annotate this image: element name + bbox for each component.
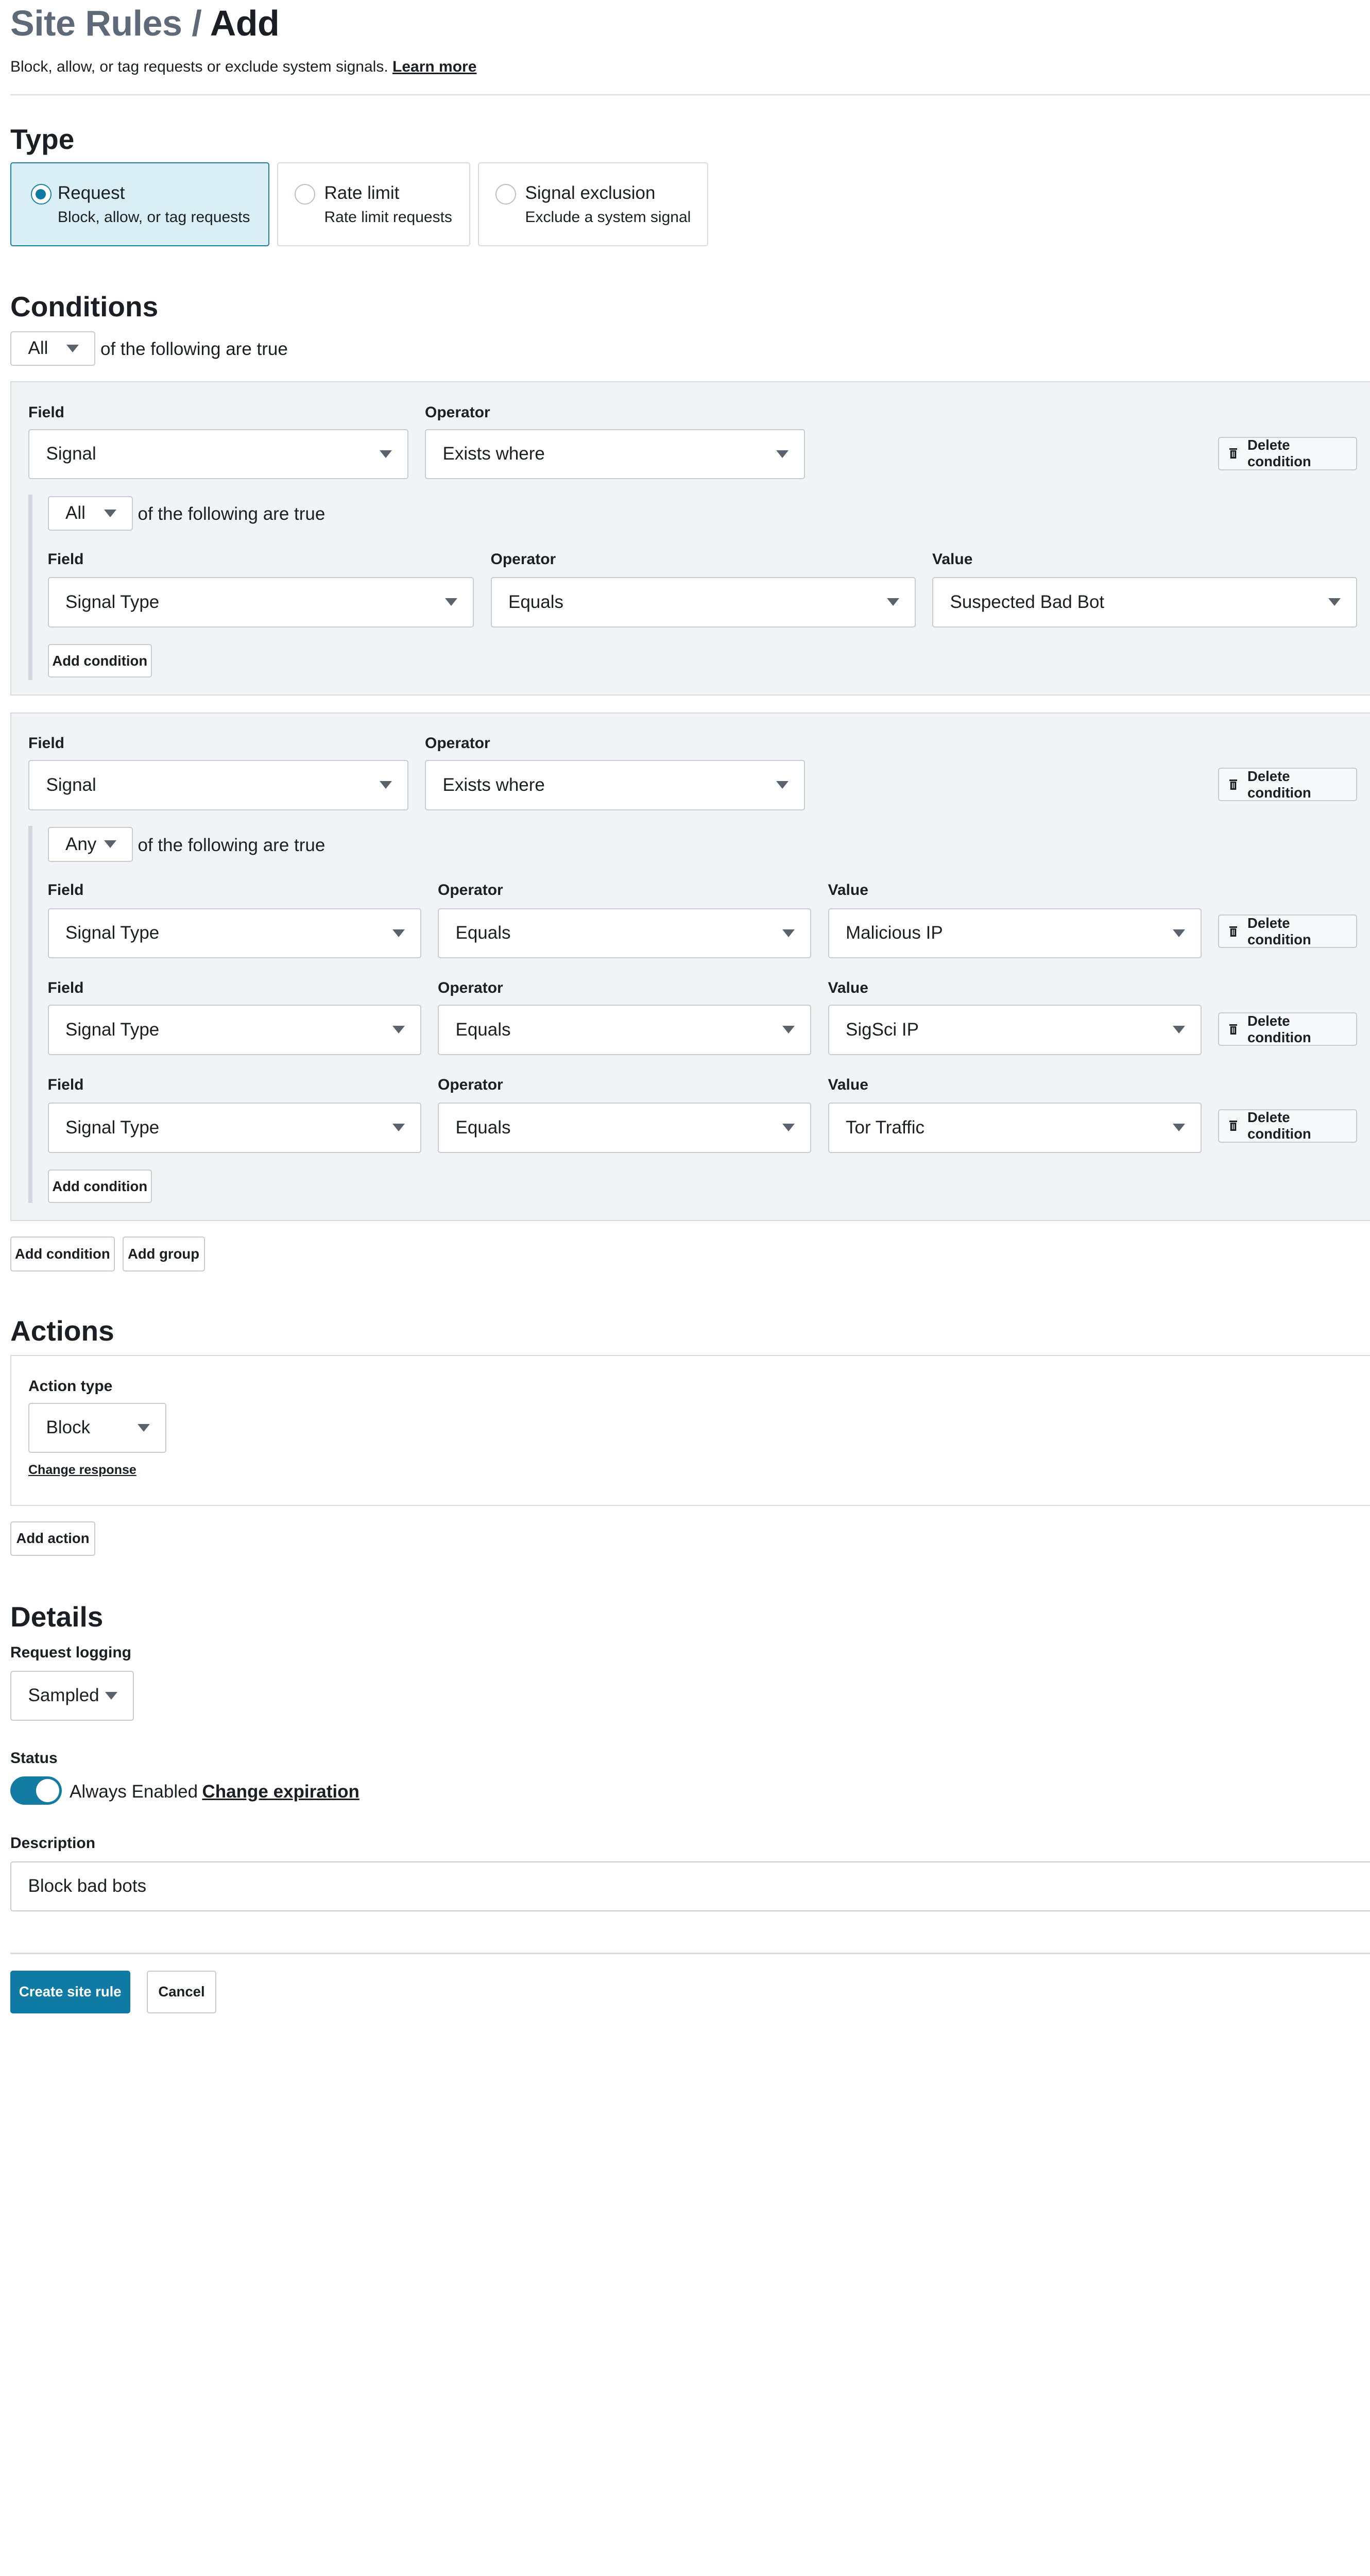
- request-logging-label: Request logging: [10, 1644, 131, 1661]
- operator-label: Operator: [438, 979, 503, 996]
- operator-select[interactable]: [425, 429, 805, 480]
- trash-icon: [1229, 448, 1237, 459]
- select-value: Equals: [455, 923, 511, 943]
- group-match-suffix: of the following are true: [138, 504, 326, 524]
- actions-heading: Actions: [10, 1314, 114, 1347]
- request-logging-select[interactable]: [10, 1671, 134, 1721]
- trash-icon: [1229, 1121, 1237, 1131]
- operator-select[interactable]: [425, 760, 805, 810]
- delete-condition-label: Delete condition: [1247, 768, 1311, 801]
- add-group-button[interactable]: Add group: [123, 1236, 205, 1272]
- change-expiration-link[interactable]: Change expiration: [202, 1782, 359, 1802]
- group-match-select[interactable]: [48, 496, 133, 531]
- caret-down-icon: [392, 929, 405, 937]
- page-subtitle: [10, 57, 476, 77]
- breadcrumb-current: Add: [210, 3, 280, 43]
- conditions-heading: Conditions: [10, 291, 159, 323]
- subtitle-text: Block, allow, or tag requests or exclude system signals.: [10, 58, 388, 75]
- add-action-button[interactable]: Add action: [10, 1521, 95, 1556]
- status-label: Status: [10, 1750, 58, 1767]
- caret-down-icon: [776, 781, 789, 789]
- add-condition-button[interactable]: Add condition: [10, 1236, 115, 1272]
- caret-down-icon: [104, 840, 116, 848]
- add-condition-button[interactable]: Add condition: [48, 644, 152, 677]
- conditions-match-suffix: of the following are true: [100, 339, 288, 359]
- field-label: Field: [28, 735, 65, 752]
- select-value: Signal: [46, 774, 96, 795]
- caret-down-icon: [1173, 1026, 1185, 1033]
- value-label: Value: [828, 882, 868, 899]
- trash-icon: [1229, 1024, 1237, 1035]
- value-label: Value: [828, 1076, 868, 1093]
- value-select[interactable]: [828, 908, 1202, 959]
- radio-icon[interactable]: [295, 184, 315, 205]
- select-value: SigSci IP: [846, 1019, 919, 1040]
- select-value: Equals: [508, 591, 564, 612]
- details-heading: Details: [10, 1600, 104, 1633]
- field-select[interactable]: [48, 1005, 421, 1055]
- delete-condition-button[interactable]: [1218, 437, 1357, 470]
- conditions-match-select[interactable]: [10, 331, 95, 366]
- select-value: All: [65, 503, 85, 523]
- caret-down-icon: [380, 450, 392, 458]
- trash-icon: [1229, 926, 1237, 937]
- breadcrumb-separator: /: [182, 3, 210, 43]
- select-value: Signal Type: [65, 591, 160, 612]
- select-value: Sampled: [28, 1685, 99, 1706]
- select-value: Any: [65, 834, 97, 854]
- header-divider: [10, 94, 1370, 96]
- change-response-link[interactable]: Change response: [28, 1462, 136, 1477]
- radio-icon[interactable]: [495, 184, 516, 205]
- caret-down-icon: [380, 781, 392, 789]
- description-value: Block bad bots: [28, 1876, 147, 1896]
- select-value: Tor Traffic: [846, 1117, 925, 1138]
- field-label: Field: [47, 882, 84, 899]
- add-condition-button[interactable]: Add condition: [48, 1170, 152, 1203]
- operator-select[interactable]: [438, 1103, 811, 1153]
- caret-down-icon: [887, 598, 899, 606]
- type-heading: Type: [10, 123, 75, 155]
- operator-label: Operator: [490, 550, 556, 568]
- caret-down-icon: [1173, 929, 1185, 937]
- select-value: Equals: [455, 1019, 511, 1040]
- field-label: Field: [28, 403, 65, 421]
- select-value: Equals: [455, 1117, 511, 1138]
- value-label: Value: [932, 550, 973, 568]
- value-select[interactable]: [828, 1103, 1202, 1153]
- field-select[interactable]: [48, 577, 474, 628]
- trash-icon: [1229, 779, 1237, 790]
- delete-condition-label: Delete condition: [1247, 1012, 1311, 1045]
- cancel-button[interactable]: Cancel: [147, 1971, 216, 2013]
- operator-select[interactable]: [438, 908, 811, 959]
- action-type-label: Action type: [28, 1377, 113, 1395]
- select-value: All: [28, 338, 48, 359]
- caret-down-icon: [1173, 1124, 1185, 1131]
- value-select[interactable]: [828, 1005, 1202, 1055]
- delete-condition-button[interactable]: [1218, 768, 1357, 801]
- caret-down-icon: [776, 450, 789, 458]
- status-toggle[interactable]: [10, 1776, 62, 1805]
- caret-down-icon: [392, 1124, 405, 1131]
- group-match-select[interactable]: [48, 827, 133, 862]
- operator-label: Operator: [425, 403, 490, 421]
- select-value: Malicious IP: [846, 923, 943, 943]
- delete-condition-label: Delete condition: [1247, 1109, 1311, 1142]
- select-value: Signal Type: [65, 1019, 160, 1040]
- footer-divider: [10, 1953, 1370, 1954]
- delete-condition-button[interactable]: [1218, 1012, 1357, 1046]
- type-option-title: Request: [58, 183, 125, 203]
- caret-down-icon: [66, 345, 79, 352]
- group-match-suffix: of the following are true: [138, 835, 326, 855]
- select-value: Signal: [46, 444, 96, 464]
- delete-condition-button[interactable]: [1218, 914, 1357, 948]
- caret-down-icon: [445, 598, 457, 606]
- type-option-desc: Exclude a system signal: [525, 209, 691, 226]
- caret-down-icon: [392, 1026, 405, 1033]
- caret-down-icon: [782, 1124, 795, 1131]
- action-panel: [10, 1355, 1370, 1506]
- type-option-rate-limit[interactable]: [277, 162, 470, 246]
- nested-group-line: [28, 495, 32, 680]
- caret-down-icon: [105, 1692, 117, 1700]
- field-select[interactable]: [28, 760, 408, 810]
- type-option-request[interactable]: [10, 162, 269, 246]
- type-option-desc: Rate limit requests: [324, 209, 452, 226]
- radio-icon[interactable]: [31, 184, 52, 205]
- page-title: [10, 0, 279, 46]
- field-label: Field: [47, 550, 84, 568]
- description-input[interactable]: [10, 1861, 1370, 1912]
- select-value: Signal Type: [65, 923, 160, 943]
- type-option-title: Rate limit: [324, 183, 400, 203]
- action-type-select[interactable]: [28, 1403, 166, 1453]
- delete-condition-button[interactable]: [1218, 1109, 1357, 1143]
- operator-label: Operator: [425, 735, 490, 752]
- type-option-signal-exclusion[interactable]: [478, 162, 709, 246]
- type-option-desc: Block, allow, or tag requests: [58, 209, 250, 226]
- create-site-rule-button[interactable]: Create site rule: [10, 1971, 130, 2013]
- breadcrumb-site-rules[interactable]: Site Rules: [10, 3, 182, 43]
- description-label: Description: [10, 1835, 96, 1852]
- learn-more-link[interactable]: Learn more: [392, 58, 477, 75]
- operator-select[interactable]: [491, 577, 916, 628]
- caret-down-icon: [782, 929, 795, 937]
- value-select[interactable]: [932, 577, 1357, 628]
- field-select[interactable]: [28, 429, 408, 480]
- select-value: Exists where: [442, 774, 545, 795]
- value-label: Value: [828, 979, 868, 996]
- caret-down-icon: [782, 1026, 795, 1033]
- operator-label: Operator: [438, 882, 503, 899]
- operator-select[interactable]: [438, 1005, 811, 1055]
- caret-down-icon: [138, 1424, 150, 1432]
- select-value: Exists where: [442, 444, 545, 464]
- status-value: Always Enabled: [70, 1782, 198, 1802]
- field-select[interactable]: [48, 1103, 421, 1153]
- field-label: Field: [47, 979, 84, 996]
- select-value: Block: [46, 1417, 91, 1438]
- field-label: Field: [47, 1076, 84, 1093]
- caret-down-icon: [1328, 598, 1341, 606]
- delete-condition-label: Delete condition: [1247, 437, 1311, 469]
- delete-condition-label: Delete condition: [1247, 914, 1311, 947]
- field-select[interactable]: [48, 908, 421, 959]
- select-value: Signal Type: [65, 1117, 160, 1138]
- condition-group-panel: [10, 381, 1370, 696]
- caret-down-icon: [104, 510, 116, 517]
- select-value: Suspected Bad Bot: [950, 591, 1105, 612]
- nested-group-line: [28, 826, 32, 1204]
- operator-label: Operator: [438, 1076, 503, 1093]
- type-option-title: Signal exclusion: [525, 183, 656, 203]
